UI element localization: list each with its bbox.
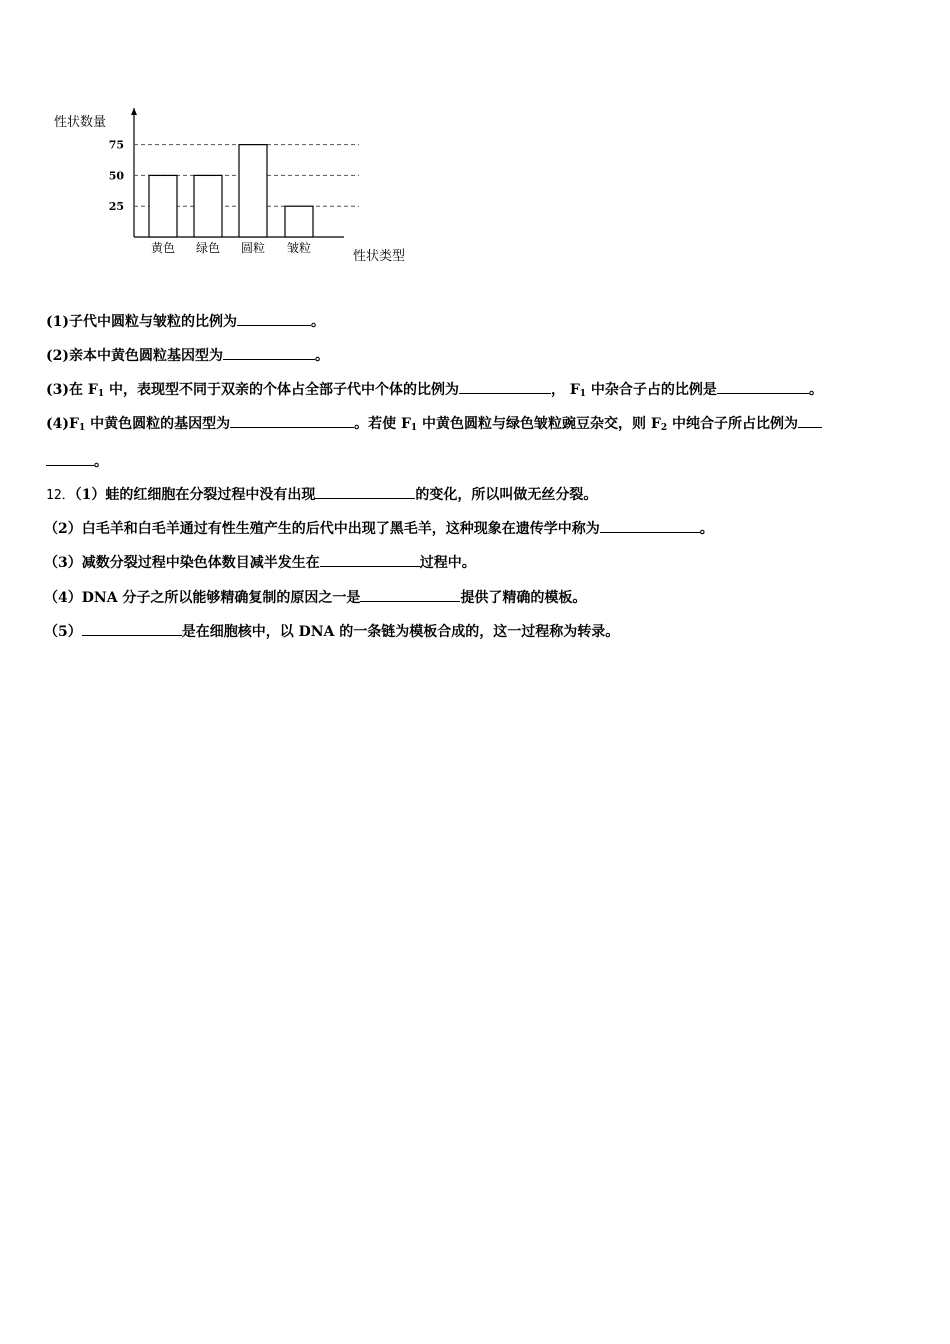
q11-part2 <box>46 345 329 366</box>
answer-blank-12-5[interactable] <box>82 621 182 636</box>
q11-part3-t1: 在 F <box>69 382 98 398</box>
answer-blank-3b[interactable] <box>717 379 809 394</box>
y-axis-label: 性状数量 <box>54 115 107 130</box>
y-tick-label: 25 <box>108 200 124 214</box>
q12-part3-b: 过程中。 <box>419 555 476 571</box>
q12-part1 <box>46 484 597 506</box>
q11-part4 <box>46 413 822 438</box>
x-tick-label: 绿色 <box>195 241 221 255</box>
q11-part1-label: (1) <box>46 314 69 330</box>
bar-3 <box>239 145 267 237</box>
y-tick-label: 75 <box>108 138 124 152</box>
answer-blank-4b-cont[interactable] <box>46 451 94 466</box>
q11-part1-text: 子代中圆粒与皱粒的比例为 <box>69 314 237 330</box>
q12-part3-label: （3） <box>44 555 82 571</box>
q11-part4-sub2: 1 <box>410 423 418 433</box>
x-axis-label: 性状类型 <box>353 249 406 264</box>
q11-part4-sub3: 2 <box>660 423 668 433</box>
answer-blank-4a[interactable] <box>230 413 354 428</box>
q12-part1-label: （1） <box>74 487 106 503</box>
x-tick-label: 黄色 <box>150 241 176 255</box>
q12-part4-label: （4） <box>44 590 82 606</box>
q11-part2-text: 亲本中黄色圆粒基因型为 <box>69 348 223 364</box>
q11-part3-t3: ， F <box>550 382 580 398</box>
q11-part1 <box>46 311 325 332</box>
q11-part4-t1: F <box>69 416 79 432</box>
q11-part3-sub2: 1 <box>579 389 587 399</box>
q11-part3-t2: 中，表现型不同于双亲的个体占全部子代中个体的比例为 <box>104 382 459 398</box>
bar-4 <box>285 206 313 237</box>
q11-part2-end: 。 <box>315 348 329 364</box>
x-tick-label: 皱粒 <box>286 241 312 255</box>
answer-blank-12-1[interactable] <box>315 484 415 499</box>
bar-1 <box>149 175 177 237</box>
q12-part1-b: 的变化，所以叫做无丝分裂。 <box>415 487 598 503</box>
q11-part1-end: 。 <box>311 314 325 330</box>
q11-part4-t3: 。若使 F <box>354 416 411 432</box>
answer-blank-12-3[interactable] <box>320 552 420 567</box>
q12-part4-b: 提供了精确的模板。 <box>460 590 587 606</box>
answer-blank-3a[interactable] <box>459 379 551 394</box>
q12-part2-b: 。 <box>699 521 714 537</box>
y-axis-arrow-icon <box>131 108 137 115</box>
q12-part4 <box>44 587 586 608</box>
q12-part2 <box>44 518 714 539</box>
q11-part4-sub1: 1 <box>78 423 86 433</box>
q11-part4-t4: 中黄色圆粒与绿色皱粒豌豆杂交，则 F <box>417 416 661 432</box>
answer-blank-1[interactable] <box>237 311 311 326</box>
x-tick-label: 圆粒 <box>240 241 266 255</box>
q11-part4-label: (4) <box>46 416 69 432</box>
answer-blank-12-4[interactable] <box>360 587 460 602</box>
q11-part3-sub1: 1 <box>97 389 105 399</box>
q12-part5 <box>44 621 619 642</box>
q12-number: 12． <box>46 488 75 503</box>
bar-2 <box>194 175 222 237</box>
q11-part4-continued <box>46 451 108 472</box>
q11-part4-t2: 中黄色圆粒的基因型为 <box>85 416 231 432</box>
q11-part4-t5: 中纯合子所占比例为 <box>667 416 799 432</box>
q12-part4-a: DNA 分子之所以能够精确复制的原因之一是 <box>81 590 361 606</box>
q11-part3-label: (3) <box>46 382 69 398</box>
answer-blank-12-2[interactable] <box>600 518 700 533</box>
q12-part3-a: 减数分裂过程中染色体数目减半发生在 <box>81 555 320 571</box>
q12-part1-a: 蛙的红细胞在分裂过程中没有出现 <box>105 487 316 503</box>
trait-bar-chart <box>44 100 424 275</box>
q11-part3-t4: 中杂合子占的比例是 <box>586 382 717 398</box>
q12-part2-a: 白毛羊和白毛羊通过有性生殖产生的后代中出现了黑毛羊，这种现象在遗传学中称为 <box>81 521 600 537</box>
q11-part3-end: 。 <box>808 382 823 398</box>
q12-part2-label: （2） <box>44 521 82 537</box>
q12-part5-a: 是在细胞核中，以 DNA 的一条链为模板合成的，这一过程称为转录。 <box>181 624 620 640</box>
q11-part4-end: 。 <box>94 454 108 470</box>
answer-blank-2[interactable] <box>223 345 315 360</box>
q12-part5-label: （5） <box>44 624 82 640</box>
q11-part2-label: (2) <box>46 348 69 364</box>
answer-blank-4b[interactable] <box>798 413 822 428</box>
q12-part3 <box>44 552 476 573</box>
q11-part3 <box>46 379 823 404</box>
y-tick-label: 50 <box>108 169 124 183</box>
